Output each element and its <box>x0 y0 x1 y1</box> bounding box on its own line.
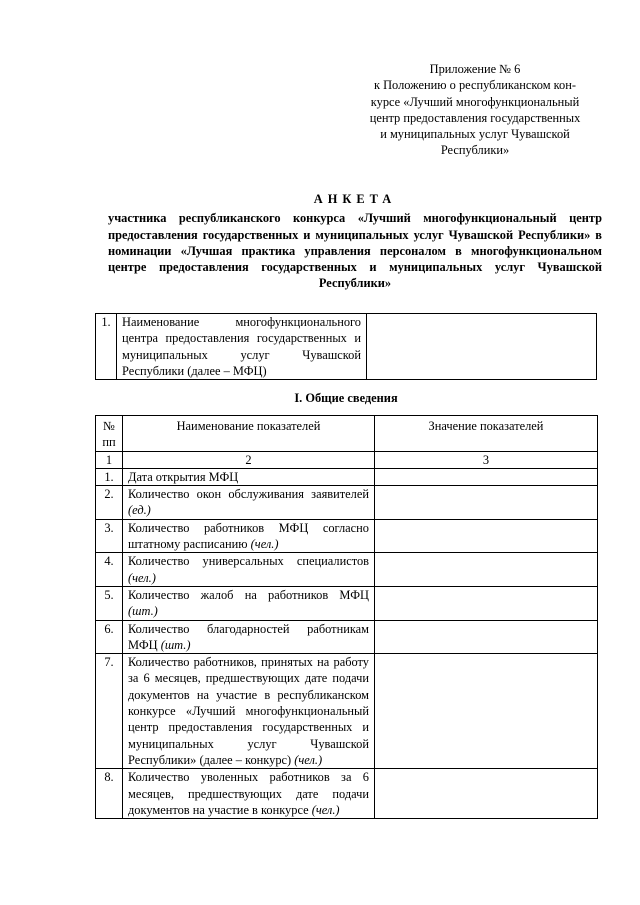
header-indicator-value: Значение показателей <box>375 416 598 452</box>
header-indicator-name: Наименование показателей <box>123 416 375 452</box>
value-field[interactable] <box>375 486 598 520</box>
row-label-text: Количество уволенных работников за 6 месяцев, предшествующих дате подачи документов на участие в конкурсе <box>128 770 369 817</box>
row-number: 4. <box>96 553 123 587</box>
row-label <box>123 620 375 654</box>
form-title <box>96 191 614 292</box>
row-label <box>123 654 375 769</box>
section-title: I. Общие сведения <box>294 391 398 405</box>
table-row <box>96 486 598 520</box>
row-label-text: Количество универсальных специалистов <box>128 554 369 569</box>
row-unit: (чел.) <box>128 570 156 585</box>
column-number-row <box>96 451 598 468</box>
mfc-name-value-field[interactable] <box>367 314 597 380</box>
column-number: 3 <box>375 451 598 468</box>
row-unit: (шт.) <box>160 637 191 652</box>
row-label-text: Количество благодарностей работникам МФЦ <box>128 621 369 652</box>
row-number: 8. <box>96 769 123 819</box>
row-number: 1. <box>96 314 117 380</box>
row-number: 1. <box>96 468 123 485</box>
row-unit: (чел.) <box>311 802 340 817</box>
value-field[interactable] <box>375 586 598 620</box>
row-number: 6. <box>96 620 123 654</box>
row-label <box>123 586 375 620</box>
row-label: Наименование многофункционального центра предоставления государственных и муниципальных услуг Чувашской Республики (далее – МФЦ) <box>117 314 367 380</box>
value-field[interactable] <box>375 519 598 553</box>
table-row <box>96 314 597 380</box>
table-row <box>96 586 598 620</box>
table-row <box>96 553 598 587</box>
header-number: № пп <box>96 416 123 452</box>
row-label-text: Количество жалоб на работников МФЦ <box>128 587 369 602</box>
row-unit: (чел.) <box>294 752 323 767</box>
row-label <box>123 468 375 485</box>
row-number: 3. <box>96 519 123 553</box>
general-info-table <box>95 415 598 819</box>
appendix-line: центр предоставления государственных <box>369 110 581 125</box>
row-unit: (шт.) <box>128 604 158 619</box>
column-number: 1 <box>96 451 123 468</box>
row-unit: (ед.) <box>128 503 151 518</box>
row-label-text: Количество окон обслуживания заявителей <box>128 487 369 502</box>
row-label <box>123 769 375 819</box>
table-row <box>96 468 598 485</box>
table-header-row <box>96 416 598 452</box>
row-label <box>123 486 375 520</box>
row-unit: (чел.) <box>250 537 279 552</box>
row-number: 5. <box>96 586 123 620</box>
table-row <box>96 519 598 553</box>
appendix-line: к Положению о республиканском кон- <box>373 78 577 93</box>
row-label-text: Дата открытия МФЦ <box>128 469 239 484</box>
mfc-name-table <box>95 313 597 380</box>
appendix-line: Приложение № 6 <box>429 62 521 76</box>
row-label <box>123 519 375 553</box>
appendix-line: Республики» <box>440 143 510 158</box>
appendix-note <box>350 61 600 159</box>
row-label-text: Количество работников МФЦ согласно штатному расписанию <box>128 520 369 552</box>
value-field[interactable] <box>375 769 598 819</box>
table-row <box>96 620 598 654</box>
form-heading: АНКЕТА <box>313 192 397 206</box>
appendix-line: курсе «Лучший многофункциональный <box>370 94 580 109</box>
row-label-text: Количество работников, принятых на работу за 6 месяцев, предшествующих дате подачи документов на участие в республиканском конкурсе «Лучший многофункциональный центр предоставления государственных и муниципальных услуг Чувашской Республики» (далее – конкурс) <box>128 655 369 767</box>
row-number: 7. <box>96 654 123 769</box>
value-field[interactable] <box>375 553 598 587</box>
row-number: 2. <box>96 486 123 520</box>
value-field[interactable] <box>375 468 598 485</box>
table-row <box>96 654 598 769</box>
value-field[interactable] <box>375 620 598 654</box>
value-field[interactable] <box>375 654 598 769</box>
form-subtitle: участника республиканского конкурса «Лучший многофункциональный центр предоставления государственных и муниципальных услуг Чувашской Республики» в номинации «Лучшая практика управления персоналом в многофункциональном центре предоставления государственных и муниципальных услуг Чувашской Республики» <box>108 211 602 291</box>
row-label <box>123 553 375 587</box>
table-row <box>96 769 598 819</box>
appendix-line: и муниципальных услуг Чувашской <box>380 127 570 142</box>
column-number: 2 <box>123 451 375 468</box>
